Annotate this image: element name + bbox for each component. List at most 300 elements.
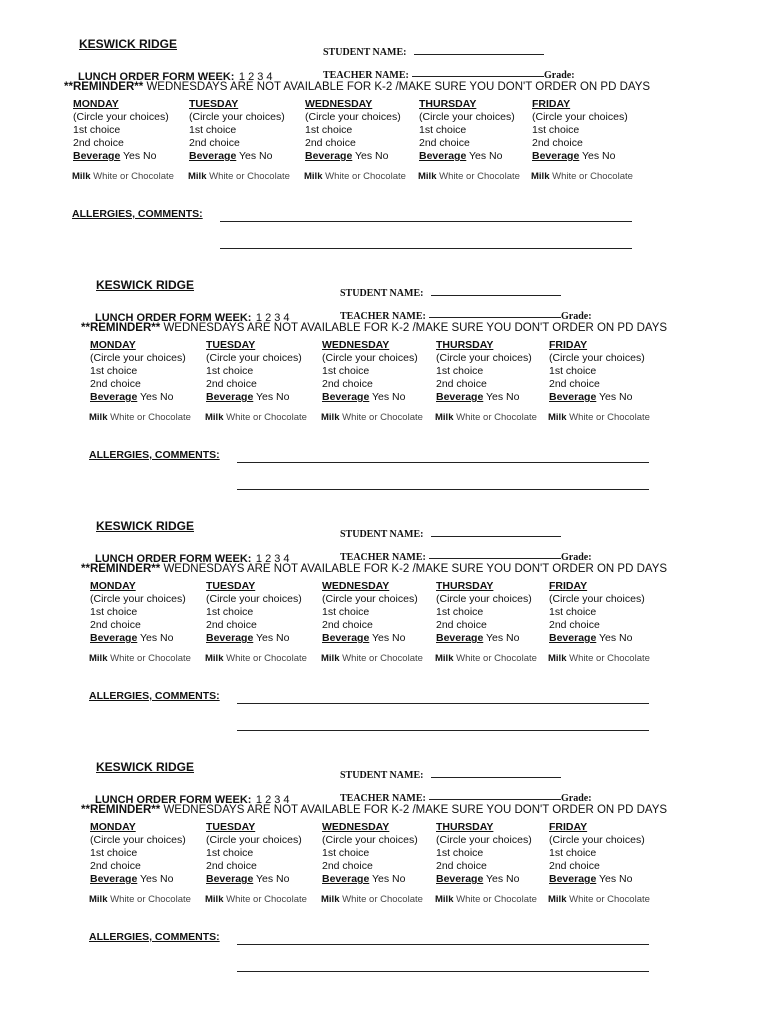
first-choice-option[interactable]: 1st choice bbox=[90, 847, 138, 859]
second-choice-option[interactable]: 2nd choice bbox=[322, 619, 373, 631]
teacher-name-field[interactable] bbox=[429, 558, 561, 559]
circle-instruction: (Circle your choices) bbox=[322, 352, 418, 364]
student-name-label: STUDENT NAME: bbox=[340, 529, 424, 540]
milk-choice-options[interactable]: White or Chocolate bbox=[339, 412, 423, 423]
milk-options-row bbox=[531, 171, 633, 182]
day-name: MONDAY bbox=[90, 580, 136, 592]
school-name: KESWICK RIDGE bbox=[96, 519, 195, 533]
day-name: TUESDAY bbox=[206, 580, 256, 592]
milk-choice-options[interactable]: White or Chocolate bbox=[339, 653, 423, 664]
day-column bbox=[206, 821, 324, 886]
second-choice-option[interactable]: 2nd choice bbox=[206, 619, 257, 631]
beverage-row bbox=[532, 150, 650, 163]
beverage-row bbox=[73, 150, 191, 163]
day-column bbox=[73, 98, 191, 163]
lunch-week-label: LUNCH ORDER FORM WEEK: bbox=[78, 71, 235, 83]
second-choice-option[interactable]: 2nd choice bbox=[532, 137, 583, 149]
milk-label: Milk bbox=[435, 653, 454, 664]
milk-options-row bbox=[188, 171, 290, 182]
beverage-yes-no-options[interactable]: Yes No bbox=[253, 391, 290, 403]
second-choice-option[interactable]: 2nd choice bbox=[549, 619, 600, 631]
beverage-yes-no-options[interactable]: Yes No bbox=[369, 632, 406, 644]
milk-choice-options[interactable]: White or Chocolate bbox=[453, 894, 537, 905]
milk-options-row bbox=[205, 653, 307, 664]
day-name: MONDAY bbox=[90, 821, 136, 833]
day-name-row bbox=[90, 821, 208, 834]
first-choice-option[interactable]: 1st choice bbox=[305, 124, 353, 136]
beverage-row bbox=[305, 150, 423, 163]
milk-choice-options[interactable]: White or Chocolate bbox=[339, 894, 423, 905]
milk-options-row bbox=[435, 894, 537, 905]
milk-options-row bbox=[205, 412, 307, 423]
day-column bbox=[206, 339, 324, 404]
grade-label: Grade: bbox=[561, 552, 592, 563]
beverage-row bbox=[436, 632, 554, 645]
day-column bbox=[322, 580, 440, 645]
grade-label: Grade: bbox=[561, 793, 592, 804]
first-choice-option[interactable]: 1st choice bbox=[532, 124, 580, 136]
beverage-label: Beverage bbox=[90, 632, 138, 644]
milk-options-row bbox=[548, 653, 650, 664]
milk-options-row bbox=[435, 653, 537, 664]
beverage-yes-no-options[interactable]: Yes No bbox=[120, 150, 157, 162]
day-column bbox=[90, 821, 208, 886]
student-name-field[interactable] bbox=[431, 777, 561, 778]
beverage-row bbox=[322, 632, 440, 645]
beverage-row bbox=[90, 873, 208, 886]
circle-instruction: (Circle your choices) bbox=[206, 834, 302, 846]
circle-instruction: (Circle your choices) bbox=[90, 352, 186, 364]
first-choice-option[interactable]: 1st choice bbox=[322, 847, 370, 859]
second-choice-option[interactable]: 2nd choice bbox=[90, 860, 141, 872]
lunch-order-form bbox=[0, 271, 770, 512]
beverage-label: Beverage bbox=[436, 873, 484, 885]
beverage-yes-no-options[interactable]: Yes No bbox=[466, 150, 503, 162]
day-name-row bbox=[189, 98, 307, 111]
beverage-row bbox=[322, 391, 440, 404]
reminder-prefix: **REMINDER** bbox=[81, 322, 161, 334]
day-name-row bbox=[322, 821, 440, 834]
second-choice-option[interactable]: 2nd choice bbox=[206, 860, 257, 872]
milk-label: Milk bbox=[321, 412, 340, 423]
second-choice-option[interactable]: 2nd choice bbox=[322, 860, 373, 872]
lunch-order-form bbox=[0, 30, 770, 271]
milk-label: Milk bbox=[531, 171, 550, 182]
milk-choice-options[interactable]: White or Chocolate bbox=[566, 412, 650, 423]
day-column bbox=[436, 580, 554, 645]
day-name: THURSDAY bbox=[436, 821, 494, 833]
reminder-prefix: **REMINDER** bbox=[81, 563, 161, 575]
day-name: THURSDAY bbox=[436, 339, 494, 351]
beverage-row bbox=[322, 873, 440, 886]
first-choice-option[interactable]: 1st choice bbox=[73, 124, 121, 136]
circle-instruction: (Circle your choices) bbox=[322, 834, 418, 846]
allergies-comments-line-1[interactable] bbox=[237, 462, 649, 463]
milk-options-row bbox=[435, 412, 537, 423]
day-name-row bbox=[549, 580, 667, 593]
day-column bbox=[532, 98, 650, 163]
second-choice-option[interactable]: 2nd choice bbox=[322, 378, 373, 390]
day-name: TUESDAY bbox=[189, 98, 239, 110]
second-choice-option[interactable]: 2nd choice bbox=[436, 619, 487, 631]
allergies-comments-label: ALLERGIES, COMMENTS: bbox=[89, 690, 220, 702]
circle-instruction: (Circle your choices) bbox=[436, 352, 532, 364]
milk-choice-options[interactable]: White or Chocolate bbox=[223, 653, 307, 664]
day-name: MONDAY bbox=[90, 339, 136, 351]
beverage-yes-no-options[interactable]: Yes No bbox=[137, 873, 174, 885]
milk-label: Milk bbox=[89, 653, 108, 664]
milk-options-row bbox=[205, 894, 307, 905]
student-name-label: STUDENT NAME: bbox=[340, 288, 424, 299]
milk-label: Milk bbox=[548, 894, 567, 905]
milk-options-row bbox=[89, 653, 191, 664]
circle-instruction: (Circle your choices) bbox=[322, 593, 418, 605]
day-name-row bbox=[419, 98, 537, 111]
day-name: WEDNESDAY bbox=[322, 821, 390, 833]
day-column bbox=[549, 339, 667, 404]
milk-options-row bbox=[321, 653, 423, 664]
beverage-label: Beverage bbox=[436, 391, 484, 403]
milk-label: Milk bbox=[205, 653, 224, 664]
milk-label: Milk bbox=[205, 412, 224, 423]
beverage-label: Beverage bbox=[189, 150, 237, 162]
lunch-week-label: LUNCH ORDER FORM WEEK: bbox=[95, 553, 252, 565]
milk-choice-options[interactable]: White or Chocolate bbox=[206, 171, 290, 182]
beverage-label: Beverage bbox=[549, 391, 597, 403]
beverage-label: Beverage bbox=[90, 873, 138, 885]
circle-instruction: (Circle your choices) bbox=[419, 111, 515, 123]
circle-instruction: (Circle your choices) bbox=[436, 593, 532, 605]
allergies-comments-line-1[interactable] bbox=[237, 703, 649, 704]
day-name-row bbox=[436, 339, 554, 352]
beverage-label: Beverage bbox=[322, 632, 370, 644]
teacher-name-label: TEACHER NAME: bbox=[340, 311, 426, 322]
first-choice-option[interactable]: 1st choice bbox=[419, 124, 467, 136]
day-name-row bbox=[90, 339, 208, 352]
milk-choice-options[interactable]: White or Chocolate bbox=[223, 412, 307, 423]
milk-choice-options[interactable]: White or Chocolate bbox=[453, 412, 537, 423]
reminder-notice bbox=[81, 563, 667, 575]
lunch-order-form bbox=[0, 753, 770, 994]
day-name-row bbox=[322, 580, 440, 593]
teacher-name-label: TEACHER NAME: bbox=[323, 70, 409, 81]
beverage-label: Beverage bbox=[206, 391, 254, 403]
circle-instruction: (Circle your choices) bbox=[90, 834, 186, 846]
beverage-row bbox=[549, 873, 667, 886]
beverage-yes-no-options[interactable]: Yes No bbox=[483, 632, 520, 644]
reminder-notice bbox=[81, 804, 667, 816]
day-name: WEDNESDAY bbox=[305, 98, 373, 110]
beverage-row bbox=[206, 632, 324, 645]
day-name: TUESDAY bbox=[206, 339, 256, 351]
milk-choice-options[interactable]: White or Chocolate bbox=[107, 653, 191, 664]
beverage-yes-no-options[interactable]: Yes No bbox=[369, 873, 406, 885]
second-choice-option[interactable]: 2nd choice bbox=[436, 860, 487, 872]
beverage-row bbox=[436, 873, 554, 886]
beverage-yes-no-options[interactable]: Yes No bbox=[369, 391, 406, 403]
day-column bbox=[322, 339, 440, 404]
first-choice-option[interactable]: 1st choice bbox=[436, 365, 484, 377]
allergies-comments-label: ALLERGIES, COMMENTS: bbox=[72, 208, 203, 220]
first-choice-option[interactable]: 1st choice bbox=[549, 847, 597, 859]
allergies-comments-label: ALLERGIES, COMMENTS: bbox=[89, 449, 220, 461]
beverage-row bbox=[206, 391, 324, 404]
day-name: WEDNESDAY bbox=[322, 580, 390, 592]
beverage-label: Beverage bbox=[322, 873, 370, 885]
beverage-yes-no-options[interactable]: Yes No bbox=[137, 391, 174, 403]
day-name-row bbox=[206, 339, 324, 352]
day-column bbox=[549, 821, 667, 886]
milk-label: Milk bbox=[548, 653, 567, 664]
milk-label: Milk bbox=[435, 412, 454, 423]
day-name-row bbox=[73, 98, 191, 111]
circle-instruction: (Circle your choices) bbox=[549, 352, 645, 364]
beverage-yes-no-options[interactable]: Yes No bbox=[352, 150, 389, 162]
circle-instruction: (Circle your choices) bbox=[206, 593, 302, 605]
day-column bbox=[436, 339, 554, 404]
week-number-options[interactable]: 1 2 3 4 bbox=[255, 553, 290, 565]
first-choice-option[interactable]: 1st choice bbox=[206, 606, 254, 618]
beverage-yes-no-options[interactable]: Yes No bbox=[596, 873, 633, 885]
milk-label: Milk bbox=[89, 894, 108, 905]
day-name-row bbox=[436, 821, 554, 834]
second-choice-option[interactable]: 2nd choice bbox=[189, 137, 240, 149]
reminder-prefix: **REMINDER** bbox=[64, 81, 144, 93]
milk-options-row bbox=[548, 412, 650, 423]
grade-label: Grade: bbox=[544, 70, 575, 81]
allergies-comments-line-1[interactable] bbox=[220, 221, 632, 222]
beverage-label: Beverage bbox=[206, 632, 254, 644]
student-name-label: STUDENT NAME: bbox=[323, 47, 407, 58]
allergies-comments-line-2[interactable] bbox=[237, 730, 649, 731]
beverage-label: Beverage bbox=[73, 150, 121, 162]
milk-choice-options[interactable]: White or Chocolate bbox=[453, 653, 537, 664]
reminder-notice bbox=[64, 81, 650, 93]
beverage-label: Beverage bbox=[549, 873, 597, 885]
milk-label: Milk bbox=[418, 171, 437, 182]
allergies-comments-line-2[interactable] bbox=[220, 248, 632, 249]
grade-label: Grade: bbox=[561, 311, 592, 322]
circle-instruction: (Circle your choices) bbox=[549, 834, 645, 846]
beverage-yes-no-options[interactable]: Yes No bbox=[483, 391, 520, 403]
milk-label: Milk bbox=[304, 171, 323, 182]
milk-label: Milk bbox=[89, 412, 108, 423]
second-choice-option[interactable]: 2nd choice bbox=[73, 137, 124, 149]
day-name-row bbox=[436, 580, 554, 593]
second-choice-option[interactable]: 2nd choice bbox=[305, 137, 356, 149]
milk-choice-options[interactable]: White or Chocolate bbox=[107, 894, 191, 905]
day-name-row bbox=[322, 339, 440, 352]
circle-instruction: (Circle your choices) bbox=[206, 352, 302, 364]
first-choice-option[interactable]: 1st choice bbox=[436, 606, 484, 618]
first-choice-option[interactable]: 1st choice bbox=[436, 847, 484, 859]
circle-instruction: (Circle your choices) bbox=[549, 593, 645, 605]
teacher-name-field[interactable] bbox=[429, 317, 561, 318]
milk-label: Milk bbox=[205, 894, 224, 905]
teacher-name-field[interactable] bbox=[429, 799, 561, 800]
day-name: WEDNESDAY bbox=[322, 339, 390, 351]
beverage-label: Beverage bbox=[419, 150, 467, 162]
day-name: FRIDAY bbox=[549, 339, 588, 351]
reminder-text: WEDNESDAYS ARE NOT AVAILABLE FOR K-2 /MAKE SURE YOU DON'T ORDER ON PD DAYS bbox=[143, 81, 651, 93]
teacher-name-label: TEACHER NAME: bbox=[340, 793, 426, 804]
circle-instruction: (Circle your choices) bbox=[73, 111, 169, 123]
day-column bbox=[189, 98, 307, 163]
day-name-row bbox=[549, 821, 667, 834]
beverage-row bbox=[549, 632, 667, 645]
day-name-row bbox=[206, 821, 324, 834]
student-name-label: STUDENT NAME: bbox=[340, 770, 424, 781]
day-name-row bbox=[549, 339, 667, 352]
beverage-yes-no-options[interactable]: Yes No bbox=[483, 873, 520, 885]
first-choice-option[interactable]: 1st choice bbox=[549, 365, 597, 377]
lunch-order-form bbox=[0, 512, 770, 753]
second-choice-option[interactable]: 2nd choice bbox=[206, 378, 257, 390]
day-column bbox=[549, 580, 667, 645]
milk-options-row bbox=[321, 894, 423, 905]
reminder-text: WEDNESDAYS ARE NOT AVAILABLE FOR K-2 /MAKE SURE YOU DON'T ORDER ON PD DAYS bbox=[160, 322, 668, 334]
milk-options-row bbox=[89, 412, 191, 423]
milk-choice-options[interactable]: White or Chocolate bbox=[566, 894, 650, 905]
beverage-yes-no-options[interactable]: Yes No bbox=[596, 391, 633, 403]
reminder-text: WEDNESDAYS ARE NOT AVAILABLE FOR K-2 /MAKE SURE YOU DON'T ORDER ON PD DAYS bbox=[160, 804, 668, 816]
circle-instruction: (Circle your choices) bbox=[436, 834, 532, 846]
allergies-comments-line-1[interactable] bbox=[237, 944, 649, 945]
week-number-options[interactable]: 1 2 3 4 bbox=[255, 312, 290, 324]
first-choice-option[interactable]: 1st choice bbox=[322, 606, 370, 618]
beverage-label: Beverage bbox=[436, 632, 484, 644]
day-column bbox=[305, 98, 423, 163]
lunch-week-label: LUNCH ORDER FORM WEEK: bbox=[95, 794, 252, 806]
milk-choice-options[interactable]: White or Chocolate bbox=[322, 171, 406, 182]
first-choice-option[interactable]: 1st choice bbox=[206, 365, 254, 377]
milk-label: Milk bbox=[321, 894, 340, 905]
beverage-row bbox=[419, 150, 537, 163]
school-name: KESWICK RIDGE bbox=[96, 278, 195, 292]
day-name: FRIDAY bbox=[549, 580, 588, 592]
student-name-field[interactable] bbox=[431, 295, 561, 296]
beverage-yes-no-options[interactable]: Yes No bbox=[253, 873, 290, 885]
day-name: TUESDAY bbox=[206, 821, 256, 833]
milk-choice-options[interactable]: White or Chocolate bbox=[90, 171, 174, 182]
milk-options-row bbox=[304, 171, 406, 182]
beverage-yes-no-options[interactable]: Yes No bbox=[137, 632, 174, 644]
beverage-label: Beverage bbox=[322, 391, 370, 403]
milk-label: Milk bbox=[548, 412, 567, 423]
first-choice-option[interactable]: 1st choice bbox=[90, 606, 138, 618]
reminder-notice bbox=[81, 322, 667, 334]
school-name: KESWICK RIDGE bbox=[96, 760, 195, 774]
reminder-prefix: **REMINDER** bbox=[81, 804, 161, 816]
beverage-yes-no-options[interactable]: Yes No bbox=[236, 150, 273, 162]
beverage-row bbox=[549, 391, 667, 404]
beverage-label: Beverage bbox=[549, 632, 597, 644]
second-choice-option[interactable]: 2nd choice bbox=[436, 378, 487, 390]
milk-choice-options[interactable]: White or Chocolate bbox=[566, 653, 650, 664]
milk-options-row bbox=[418, 171, 520, 182]
beverage-label: Beverage bbox=[90, 391, 138, 403]
beverage-yes-no-options[interactable]: Yes No bbox=[596, 632, 633, 644]
day-column bbox=[322, 821, 440, 886]
day-name-row bbox=[206, 580, 324, 593]
allergies-comments-line-2[interactable] bbox=[237, 489, 649, 490]
milk-options-row bbox=[321, 412, 423, 423]
week-number-options[interactable]: 1 2 3 4 bbox=[238, 71, 273, 83]
teacher-name-field[interactable] bbox=[412, 76, 544, 77]
first-choice-option[interactable]: 1st choice bbox=[549, 606, 597, 618]
beverage-row bbox=[436, 391, 554, 404]
milk-label: Milk bbox=[188, 171, 207, 182]
week-number-options[interactable]: 1 2 3 4 bbox=[255, 794, 290, 806]
day-column bbox=[90, 339, 208, 404]
second-choice-option[interactable]: 2nd choice bbox=[90, 619, 141, 631]
milk-label: Milk bbox=[435, 894, 454, 905]
first-choice-option[interactable]: 1st choice bbox=[90, 365, 138, 377]
beverage-row bbox=[206, 873, 324, 886]
beverage-yes-no-options[interactable]: Yes No bbox=[579, 150, 616, 162]
day-column bbox=[206, 580, 324, 645]
day-name-row bbox=[532, 98, 650, 111]
circle-instruction: (Circle your choices) bbox=[532, 111, 628, 123]
teacher-name-label: TEACHER NAME: bbox=[340, 552, 426, 563]
milk-choice-options[interactable]: White or Chocolate bbox=[436, 171, 520, 182]
reminder-text: WEDNESDAYS ARE NOT AVAILABLE FOR K-2 /MAKE SURE YOU DON'T ORDER ON PD DAYS bbox=[160, 563, 668, 575]
allergies-comments-label: ALLERGIES, COMMENTS: bbox=[89, 931, 220, 943]
milk-options-row bbox=[72, 171, 174, 182]
second-choice-option[interactable]: 2nd choice bbox=[419, 137, 470, 149]
day-name: THURSDAY bbox=[436, 580, 494, 592]
day-name: MONDAY bbox=[73, 98, 119, 110]
circle-instruction: (Circle your choices) bbox=[189, 111, 285, 123]
beverage-row bbox=[189, 150, 307, 163]
milk-label: Milk bbox=[72, 171, 91, 182]
first-choice-option[interactable]: 1st choice bbox=[322, 365, 370, 377]
first-choice-option[interactable]: 1st choice bbox=[189, 124, 237, 136]
milk-choice-options[interactable]: White or Chocolate bbox=[223, 894, 307, 905]
circle-instruction: (Circle your choices) bbox=[305, 111, 401, 123]
beverage-label: Beverage bbox=[532, 150, 580, 162]
beverage-yes-no-options[interactable]: Yes No bbox=[253, 632, 290, 644]
day-column bbox=[419, 98, 537, 163]
second-choice-option[interactable]: 2nd choice bbox=[90, 378, 141, 390]
beverage-row bbox=[90, 391, 208, 404]
second-choice-option[interactable]: 2nd choice bbox=[549, 378, 600, 390]
first-choice-option[interactable]: 1st choice bbox=[206, 847, 254, 859]
allergies-comments-line-2[interactable] bbox=[237, 971, 649, 972]
day-name: FRIDAY bbox=[532, 98, 571, 110]
day-column bbox=[436, 821, 554, 886]
student-name-field[interactable] bbox=[414, 54, 544, 55]
beverage-label: Beverage bbox=[206, 873, 254, 885]
milk-options-row bbox=[89, 894, 191, 905]
milk-choice-options[interactable]: White or Chocolate bbox=[107, 412, 191, 423]
milk-options-row bbox=[548, 894, 650, 905]
lunch-week-label: LUNCH ORDER FORM WEEK: bbox=[95, 312, 252, 324]
circle-instruction: (Circle your choices) bbox=[90, 593, 186, 605]
day-name: FRIDAY bbox=[549, 821, 588, 833]
beverage-label: Beverage bbox=[305, 150, 353, 162]
milk-label: Milk bbox=[321, 653, 340, 664]
beverage-row bbox=[90, 632, 208, 645]
student-name-field[interactable] bbox=[431, 536, 561, 537]
day-column bbox=[90, 580, 208, 645]
day-name-row bbox=[305, 98, 423, 111]
second-choice-option[interactable]: 2nd choice bbox=[549, 860, 600, 872]
school-name: KESWICK RIDGE bbox=[79, 37, 178, 51]
day-name-row bbox=[90, 580, 208, 593]
day-name: THURSDAY bbox=[419, 98, 477, 110]
milk-choice-options[interactable]: White or Chocolate bbox=[549, 171, 633, 182]
